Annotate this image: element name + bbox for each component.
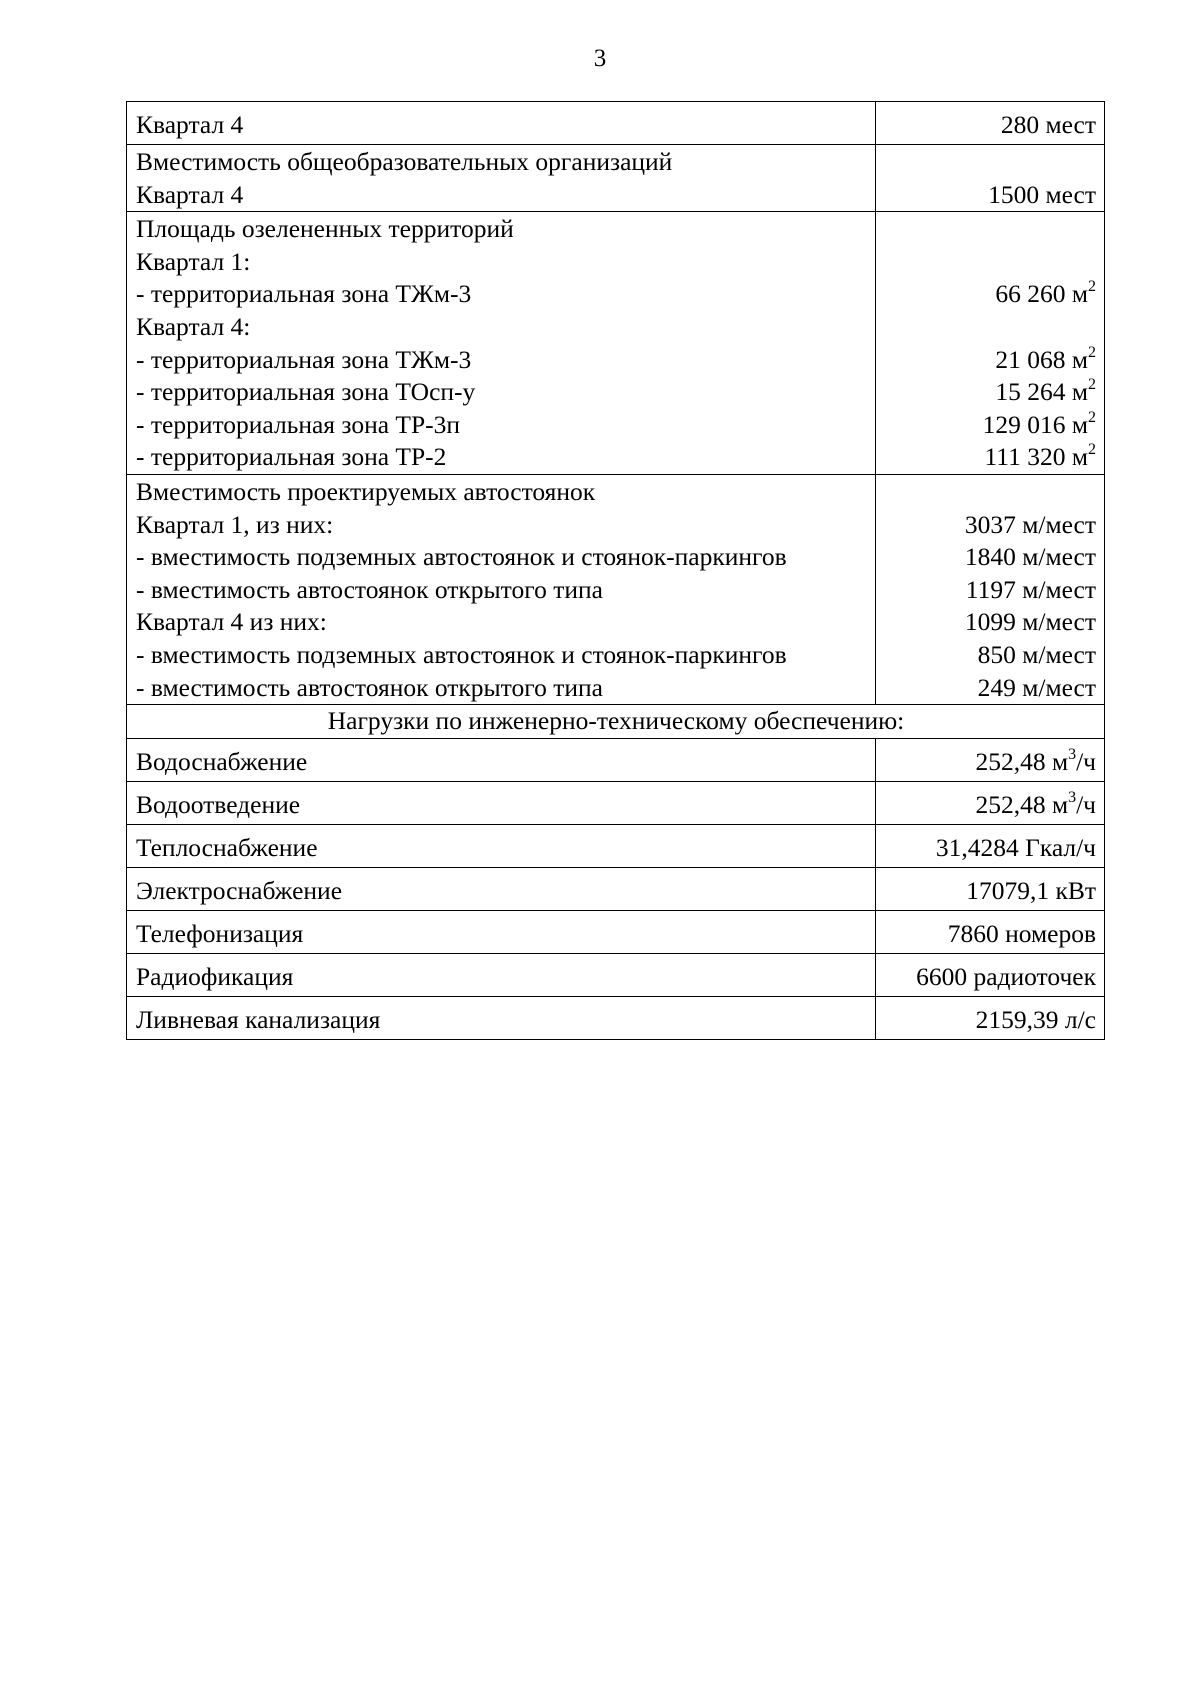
row-label: Водоотведение xyxy=(127,781,876,824)
row-label: Квартал 4 xyxy=(127,102,876,145)
section-header-row xyxy=(127,705,1105,739)
row-value: 31,4284 Гкал/ч xyxy=(876,824,1105,867)
label-line: - вместимость автостоянок открытого типа xyxy=(136,574,603,604)
table-row xyxy=(127,996,1105,1039)
row-value xyxy=(876,212,1105,475)
value-line: 3037 м/мест xyxy=(964,509,1096,539)
row-label: Электроснабжение xyxy=(127,867,876,910)
label-line: - территориальная зона ТЖм-3 xyxy=(136,279,472,309)
value-line: 1500 мест xyxy=(988,179,1096,209)
indicators-table xyxy=(126,101,1105,1040)
row-value: 7860 номеров xyxy=(876,910,1105,953)
section-header: Нагрузки по инженерно-техническому обеспечению: xyxy=(127,705,1105,739)
value-line: 1840 м/мест xyxy=(964,542,1096,572)
value-line-empty xyxy=(885,246,1096,279)
value-line: 129 016 $м^2$ xyxy=(982,408,1096,439)
row-value xyxy=(876,145,1105,212)
value-line: 21 068 $м^2$ xyxy=(995,343,1096,374)
label-line: - вместимость автостоянок открытого типа xyxy=(136,672,603,702)
value-line-empty xyxy=(885,311,1096,344)
table-row xyxy=(127,145,1105,212)
value-line-empty xyxy=(885,213,1096,246)
row-label xyxy=(127,145,876,212)
value-line: 15 264 $м^2$ xyxy=(995,376,1096,407)
label-line: - территориальная зона ТР-2 xyxy=(136,442,447,472)
label-line: Квартал 1, из них: xyxy=(136,509,334,539)
value-line: 111 320 $м^2$ xyxy=(984,441,1096,472)
table-row xyxy=(127,212,1105,475)
value-line: 1099 м/мест xyxy=(964,607,1096,637)
row-label: Радиофикация xyxy=(127,953,876,996)
label-line: - вместимость подземных автостоянок и стоянок-паркингов xyxy=(136,542,787,572)
row-label: Телефонизация xyxy=(127,910,876,953)
table-row xyxy=(127,910,1105,953)
row-value xyxy=(876,474,1105,704)
row-label xyxy=(127,474,876,704)
label-line: Площадь озелененных территорий xyxy=(136,214,514,244)
row-value: 6600 радиоточек xyxy=(876,953,1105,996)
table-row xyxy=(127,102,1105,145)
label-line: Квартал 1: xyxy=(136,246,251,276)
row-label: Водоснабжение xyxy=(127,738,876,781)
value-line: 850 м/мест xyxy=(977,639,1096,669)
table-row xyxy=(127,867,1105,910)
label-line: Квартал 4 из них: xyxy=(136,607,327,637)
table-row xyxy=(127,953,1105,996)
label-line: Вместимость общеобразовательных организаций xyxy=(136,147,673,176)
row-label xyxy=(127,212,876,475)
table-row xyxy=(127,738,1105,781)
label-line: Квартал 4: xyxy=(136,311,251,341)
row-value: 2159,39 л/с xyxy=(876,996,1105,1039)
value-line: 66 260 $м^2$ xyxy=(995,278,1096,309)
value-line: 249 м/мест xyxy=(977,672,1096,702)
value-line-empty xyxy=(885,476,1096,509)
label-line: - территориальная зона ТЖм-3 xyxy=(136,344,472,374)
label-line: - вместимость подземных автостоянок и стоянок-паркингов xyxy=(136,639,787,669)
row-value: 17079,1 кВт xyxy=(876,867,1105,910)
label-line: - территориальная зона ТОсп-у xyxy=(136,377,476,407)
row-label: Теплоснабжение xyxy=(127,824,876,867)
label-line: - территориальная зона ТР-3п xyxy=(136,409,461,439)
page-number: 3 xyxy=(593,45,607,72)
table-row xyxy=(127,474,1105,704)
label-line: Вместимость проектируемых автостоянок xyxy=(136,476,596,506)
row-label: Ливневая канализация xyxy=(127,996,876,1039)
value-line: 1197 м/мест xyxy=(965,574,1096,604)
row-value: 280 мест xyxy=(876,102,1105,145)
table-row xyxy=(127,824,1105,867)
row-value: 252,48 $м^3/ч$ xyxy=(876,781,1105,824)
table-row xyxy=(127,781,1105,824)
label-line: Квартал 4 xyxy=(136,179,244,209)
row-value: 252,48 $м^3/ч$ xyxy=(876,738,1105,781)
